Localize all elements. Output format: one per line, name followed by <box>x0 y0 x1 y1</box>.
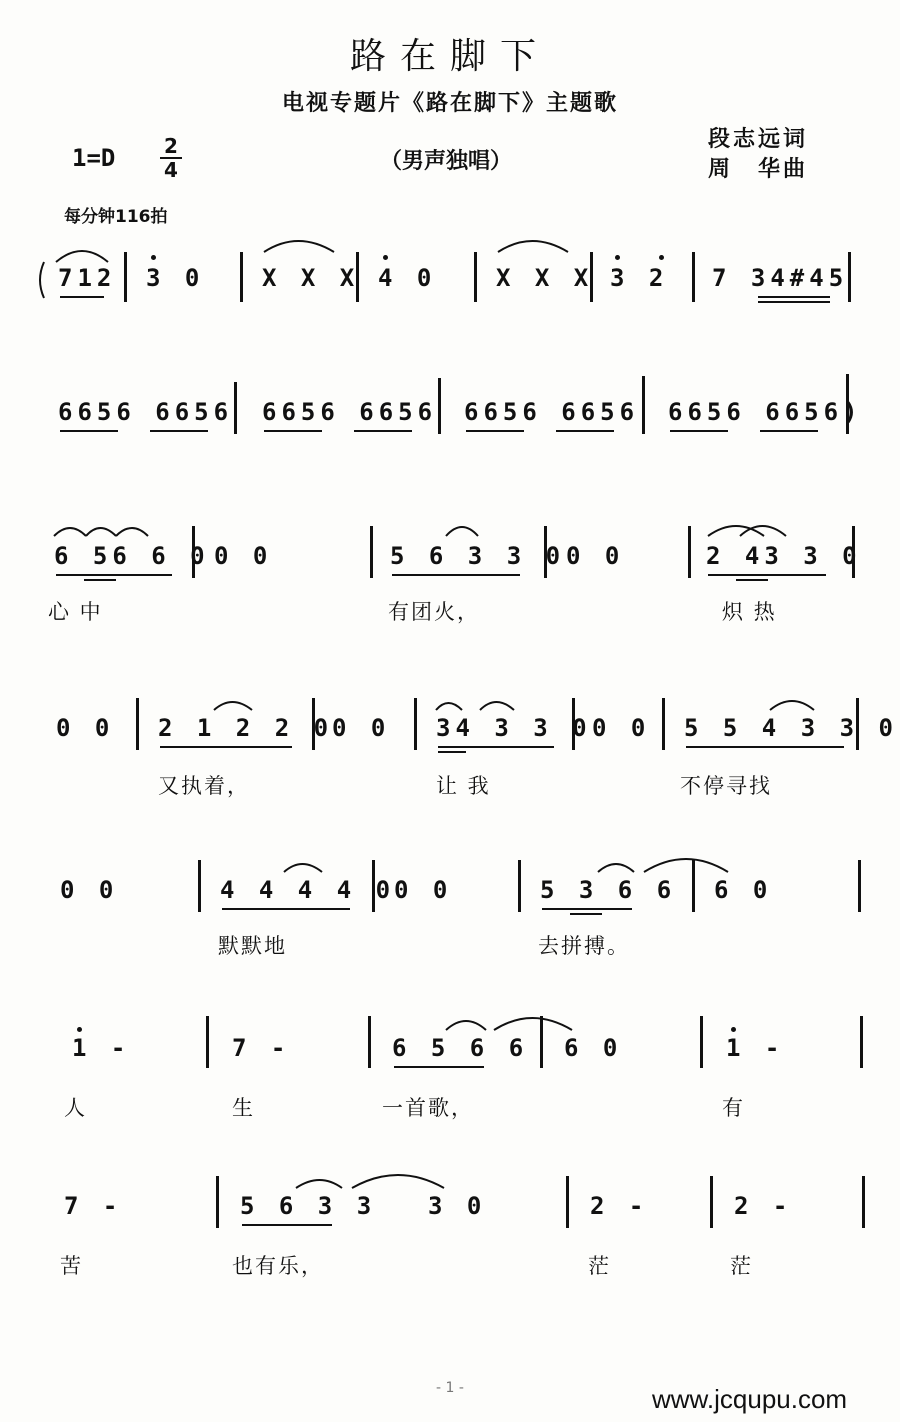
barline <box>856 698 859 750</box>
beam <box>84 579 116 581</box>
barline <box>710 1176 713 1228</box>
measure: 4 4 4 4 0 <box>220 876 396 904</box>
lyric-line: 去拼搏。 <box>538 934 630 958</box>
beam <box>60 296 104 298</box>
barline <box>566 1176 569 1228</box>
beam <box>570 913 602 915</box>
measure: 5 6 3 3 0 <box>390 542 566 570</box>
barline <box>590 252 593 302</box>
lyric-line: 茫 <box>588 1254 611 1278</box>
barline <box>216 1176 219 1228</box>
measure: X X X <box>496 264 594 292</box>
barline <box>846 374 849 434</box>
high-dot <box>615 255 620 260</box>
composer-credit: 周 华曲 <box>708 157 809 182</box>
measure: 1 - <box>726 1034 785 1062</box>
barline <box>234 382 237 434</box>
high-dot <box>77 1027 82 1032</box>
slur <box>708 526 764 536</box>
beam <box>438 751 466 753</box>
barline <box>692 252 695 302</box>
lyric-line: 茫 <box>730 1254 753 1278</box>
barline <box>688 526 691 578</box>
slur <box>214 702 252 710</box>
lyric-line: 不停寻找 <box>680 774 772 798</box>
song-subtitle: 电视专题片《路在脚下》主题歌 <box>281 91 618 116</box>
barline <box>662 698 665 750</box>
beam <box>264 430 322 432</box>
beam <box>60 430 118 432</box>
measure: 6 5 6 6 <box>392 1034 529 1062</box>
barline <box>438 378 441 434</box>
barline <box>692 860 695 912</box>
measure: 3 0 <box>146 264 205 292</box>
measure: 0 0 <box>592 714 651 742</box>
high-dot <box>731 1027 736 1032</box>
measure: 7 34#45 <box>712 264 849 292</box>
key-signature: 1=D <box>72 144 116 172</box>
barline <box>474 252 477 302</box>
high-dot <box>151 255 156 260</box>
beam <box>758 296 830 298</box>
lyric-line: 默默地 <box>218 934 287 958</box>
measure: 5 3 6 6 <box>540 876 677 904</box>
barline <box>852 526 855 578</box>
slur <box>56 251 108 262</box>
slur <box>446 1021 486 1030</box>
beam <box>56 574 172 576</box>
beam <box>466 430 524 432</box>
measure: 6 56 6 0 <box>54 542 210 570</box>
slur <box>352 1175 444 1188</box>
barline <box>700 1016 703 1068</box>
measure: 6 0 <box>564 1034 623 1062</box>
barline <box>206 1016 209 1068</box>
measure: 2 - <box>734 1192 793 1220</box>
beam <box>354 430 412 432</box>
slur <box>446 527 478 536</box>
slur <box>54 528 86 536</box>
measure: 3 2 <box>610 264 669 292</box>
barline <box>370 526 373 578</box>
barline <box>356 252 359 302</box>
measure: 4 0 <box>378 264 437 292</box>
time-signature-bottom: 4 <box>164 158 178 182</box>
lyric-line: 有 <box>722 1096 745 1120</box>
high-dot <box>383 255 388 260</box>
measure: 0 0 <box>566 542 625 570</box>
lyric-line: 让 我 <box>436 774 491 798</box>
lyric-line: 又执着， <box>158 774 250 798</box>
measure: 1 - <box>72 1034 131 1062</box>
measure: 2 - <box>590 1192 649 1220</box>
measure: 7 - <box>232 1034 291 1062</box>
lyric-line: 有团火， <box>388 600 480 624</box>
lyric-line: 一首歌， <box>382 1096 474 1120</box>
measure: X X X <box>262 264 360 292</box>
slur <box>86 528 116 536</box>
barline <box>372 860 375 912</box>
lyric-line: 也有乐， <box>232 1254 324 1278</box>
tempo-marking: 每分钟116拍 <box>64 207 168 227</box>
measure: 0 0 <box>394 876 453 904</box>
slur <box>494 1018 572 1030</box>
beam <box>392 574 520 576</box>
performer-note: （男声独唱） <box>380 149 513 174</box>
slur <box>770 701 814 710</box>
barline <box>414 698 417 750</box>
measure: 7 - <box>64 1192 123 1220</box>
barline <box>124 252 127 302</box>
slur <box>116 528 148 536</box>
beam <box>394 1066 484 1068</box>
barline <box>848 252 851 302</box>
beam <box>670 430 728 432</box>
barline <box>192 526 195 578</box>
time-signature <box>160 136 182 180</box>
measure: 6656 6656 <box>262 398 438 426</box>
measure: 0 0 <box>60 876 119 904</box>
measure: 0 0 <box>332 714 391 742</box>
beam <box>556 430 614 432</box>
beam <box>160 746 292 748</box>
slur <box>740 526 786 536</box>
beam <box>242 1224 332 1226</box>
measure: 0 0 <box>214 542 273 570</box>
beam <box>758 301 830 303</box>
barline <box>858 860 861 912</box>
bracket <box>40 262 44 298</box>
measure: 0 0 <box>56 714 115 742</box>
barline <box>540 1016 543 1068</box>
beam <box>708 574 826 576</box>
beam <box>760 430 818 432</box>
barline <box>544 526 547 578</box>
barline <box>572 698 575 750</box>
measure: 6656 6656 <box>464 398 640 426</box>
measure: 5 6 3 3 <box>240 1192 377 1220</box>
beam <box>222 908 350 910</box>
measure: 3 0 <box>428 1192 487 1220</box>
site-watermark: www.jcqupu.com <box>652 1384 848 1414</box>
time-signature-top: 2 <box>164 134 178 158</box>
measure: 6656 6656) <box>668 398 863 426</box>
barline <box>136 698 139 750</box>
measure: 2 1 2 2 0 <box>158 714 334 742</box>
barline <box>240 252 243 302</box>
song-title: 路在脚下 <box>349 36 550 77</box>
barline <box>518 860 521 912</box>
barline <box>368 1016 371 1068</box>
barline <box>198 860 201 912</box>
slur <box>598 864 634 872</box>
beam <box>150 430 208 432</box>
lyric-line: 生 <box>232 1096 255 1120</box>
slur <box>498 241 568 252</box>
page-number: - 1 - <box>436 1380 464 1396</box>
barline <box>312 698 315 750</box>
lyric-line: 心 中 <box>48 600 103 624</box>
measure: 712 <box>58 264 117 292</box>
lyricist-credit: 段志远词 <box>708 127 809 152</box>
measure: 5 5 4 3 3 0 <box>684 714 898 742</box>
slur <box>644 859 728 872</box>
beam <box>686 746 844 748</box>
lyric-line: 人 <box>64 1096 87 1120</box>
beam <box>542 908 632 910</box>
barline <box>642 376 645 434</box>
slur <box>264 241 334 252</box>
barline <box>860 1016 863 1068</box>
measure: 6 0 <box>714 876 773 904</box>
measure: 6656 6656 <box>58 398 234 426</box>
lyric-line: 炽 热 <box>722 600 777 624</box>
measure: 34 3 3 0 <box>436 714 592 742</box>
barline <box>862 1176 865 1228</box>
measure: 2 43 3 0 <box>706 542 862 570</box>
slur <box>296 1180 342 1188</box>
high-dot <box>659 255 664 260</box>
beam <box>438 746 554 748</box>
slur <box>284 864 322 872</box>
slur <box>436 703 462 710</box>
lyric-line: 苦 <box>60 1254 83 1278</box>
beam <box>736 579 768 581</box>
slur <box>480 702 514 710</box>
